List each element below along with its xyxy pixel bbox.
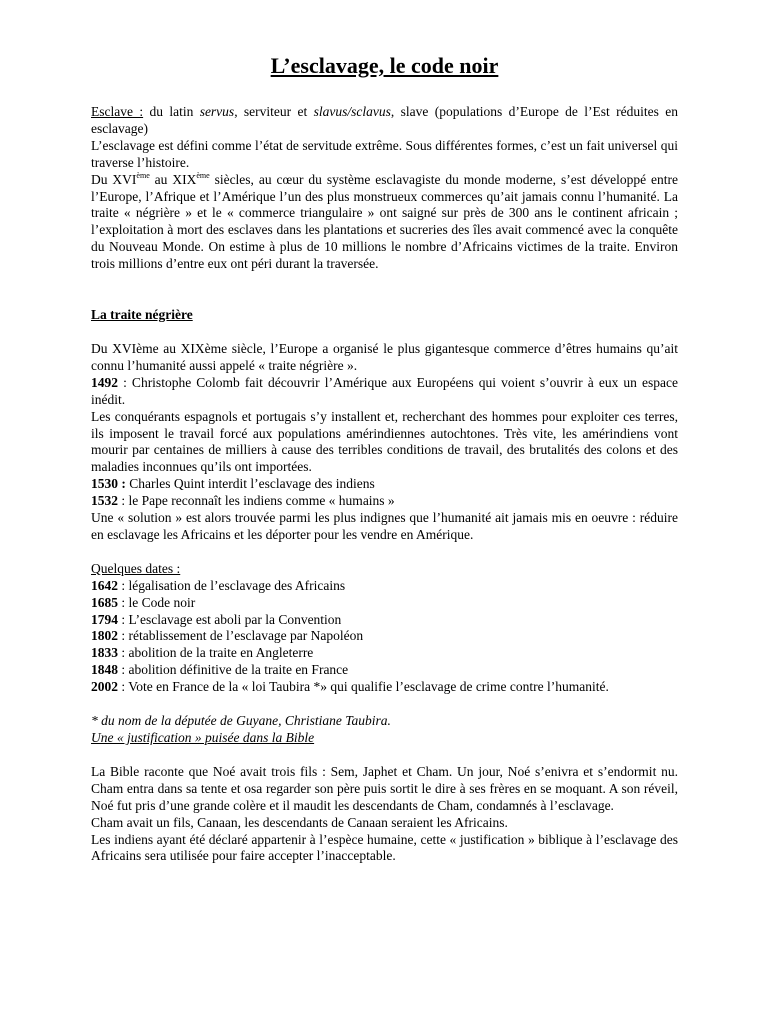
date-year: 2002 (91, 679, 118, 695)
intro-p3-sup1: ème (136, 170, 150, 180)
date-year: 1794 (91, 611, 118, 627)
spacer (91, 747, 678, 764)
date-year: 1802 (91, 628, 118, 644)
definition-text-c: , slave (populations d’Europe de l’Est réduites en esclavage) (91, 104, 678, 136)
intro-p3-b: au XIX (149, 171, 197, 187)
year-1532: 1532 (91, 493, 118, 509)
page-title: L’esclavage, le code noir (270, 53, 499, 78)
spacer (91, 324, 678, 341)
date-year: 1833 (91, 645, 118, 661)
date-item (91, 612, 678, 629)
intro-paragraph-3 (91, 172, 678, 273)
spacer (91, 696, 678, 713)
year-1530: 1530 : (91, 476, 126, 492)
definition-text-a: du latin (143, 104, 200, 119)
date-year: 1685 (91, 594, 118, 610)
section-heading-traite: La traite négrière (91, 307, 193, 323)
date-item (91, 679, 678, 696)
bible-paragraph-1: La Bible raconte que Noé avait trois fils : Sem, Japhet et Cham. Un jour, Noé s’enivra et s’endormit nu. Cham entra dans sa tente et osa regarder son père puis sortit le dire à ses frères en se moquant. A son réveil, Noé fut pris d’une grande colère et il maudit les descendants de Cham, condamnés à l’esclavage. (91, 763, 678, 813)
intro-p3-a: Du XVI (91, 171, 137, 187)
intro-paragraph-2: L’esclavage est défini comme l’état de servitude extrême. Sous différentes formes, c’est un fait universel qui traverse l’histoire. (91, 137, 678, 170)
date-year: 1848 (91, 662, 118, 678)
definition-servus: servus (199, 104, 235, 119)
traite-paragraph-1: Du XVIème au XIXème siècle, l’Europe a organisé le plus gigantesque commerce d’êtres humains qu’ait connu l’humanité aussi appelé « traite négrière ». (91, 340, 678, 373)
date-item (91, 645, 678, 662)
date-item (91, 662, 678, 679)
traite-1532 (91, 493, 678, 510)
traite-1492 (91, 375, 678, 409)
date-text: : Vote en France de la « loi Taubira *» qui qualifie l’esclavage de crime contre l’humanité. (118, 679, 609, 695)
dates-list (91, 578, 678, 696)
date-text: : rétablissement de l’esclavage par Napoléon (118, 628, 364, 644)
traite-paragraph-3: Une « solution » est alors trouvée parmi les plus indignes que l’humanité ait jamais mis en oeuvre : réduire en esclavage les Africains et les déporter pour les vendre en Amérique. (91, 510, 678, 542)
text-1492: : Christophe Colomb fait découvrir l’Amérique aux Européens qui voient s’ouvrir à eux un espace inédit. (91, 374, 678, 407)
definition-label: Esclave : (91, 104, 144, 119)
traite-1530 (91, 476, 678, 493)
document-page (91, 52, 678, 865)
intro-p3-c: siècles, au cœur du système esclavagiste du monde moderne, s’est développé entre l’Europe, l’Afrique et l’Amérique l’un des plus monstrueux commerces qu’ait jamais connu l’humanité. La traite « négrière » et le « commerce triangulaire » ont saigné sur près de 300 ans le continent africain ; l’exploitation à mort des esclaves dans les plantations et sucreries des îles avait commencé avec la conquête du Nouveau Monde. On estime à plus de 10 millions le nombre d’Africains victimes de la traite. Environ trois millions d’entre eux ont péri durant la traversée. (91, 171, 678, 272)
spacer (91, 544, 678, 561)
text-1530: Charles Quint interdit l’esclavage des indiens (125, 476, 375, 492)
spacer (91, 273, 678, 307)
definition-slavus: slavus/sclavus (313, 104, 391, 119)
text-1532: : le Pape reconnaît les indiens comme « humains » (118, 493, 395, 509)
date-text: : L’esclavage est aboli par la Convention (118, 611, 342, 627)
date-text: : abolition définitive de la traite en France (118, 662, 349, 678)
date-item (91, 628, 678, 645)
date-year: 1642 (91, 577, 118, 593)
intro-p3-sup2: ème (196, 170, 210, 180)
date-text: : légalisation de l’esclavage des Africains (118, 577, 346, 593)
traite-paragraph-2: Les conquérants espagnols et portugais s’y installent et, recherchant des hommes pour exploiter ces terres, ils imposent le travail forcé aux populations amérindiennes autochtones. Très vite, les amérindiens vont mourir par centaines de milliers à cause des terribles conditions de travail, des brutalités des colons et des maladies inconnues qu’ils ont importées. (91, 408, 678, 475)
bible-paragraph-2: Cham avait un fils, Canaan, les descendants de Canaan seraient les Africains. (91, 814, 508, 830)
definition-text-b: , serviteur et (234, 104, 314, 119)
footnote: * du nom de la députée de Guyane, Christiane Taubira. (91, 713, 391, 729)
definition-paragraph (91, 104, 678, 138)
bible-heading: Une « justification » puisée dans la Bible (91, 730, 315, 745)
date-item (91, 595, 678, 612)
dates-heading: Quelques dates : (91, 560, 181, 576)
date-item (91, 578, 678, 595)
date-text: : abolition de la traite en Angleterre (118, 645, 314, 661)
date-text: : le Code noir (118, 594, 196, 610)
bible-paragraph-3: Les indiens ayant été déclaré appartenir à l’espèce humaine, cette « justification » biblique à l’esclavage des Africains sera utilisée pour faire accepter l’inacceptable. (91, 831, 678, 864)
year-1492: 1492 (91, 374, 118, 390)
